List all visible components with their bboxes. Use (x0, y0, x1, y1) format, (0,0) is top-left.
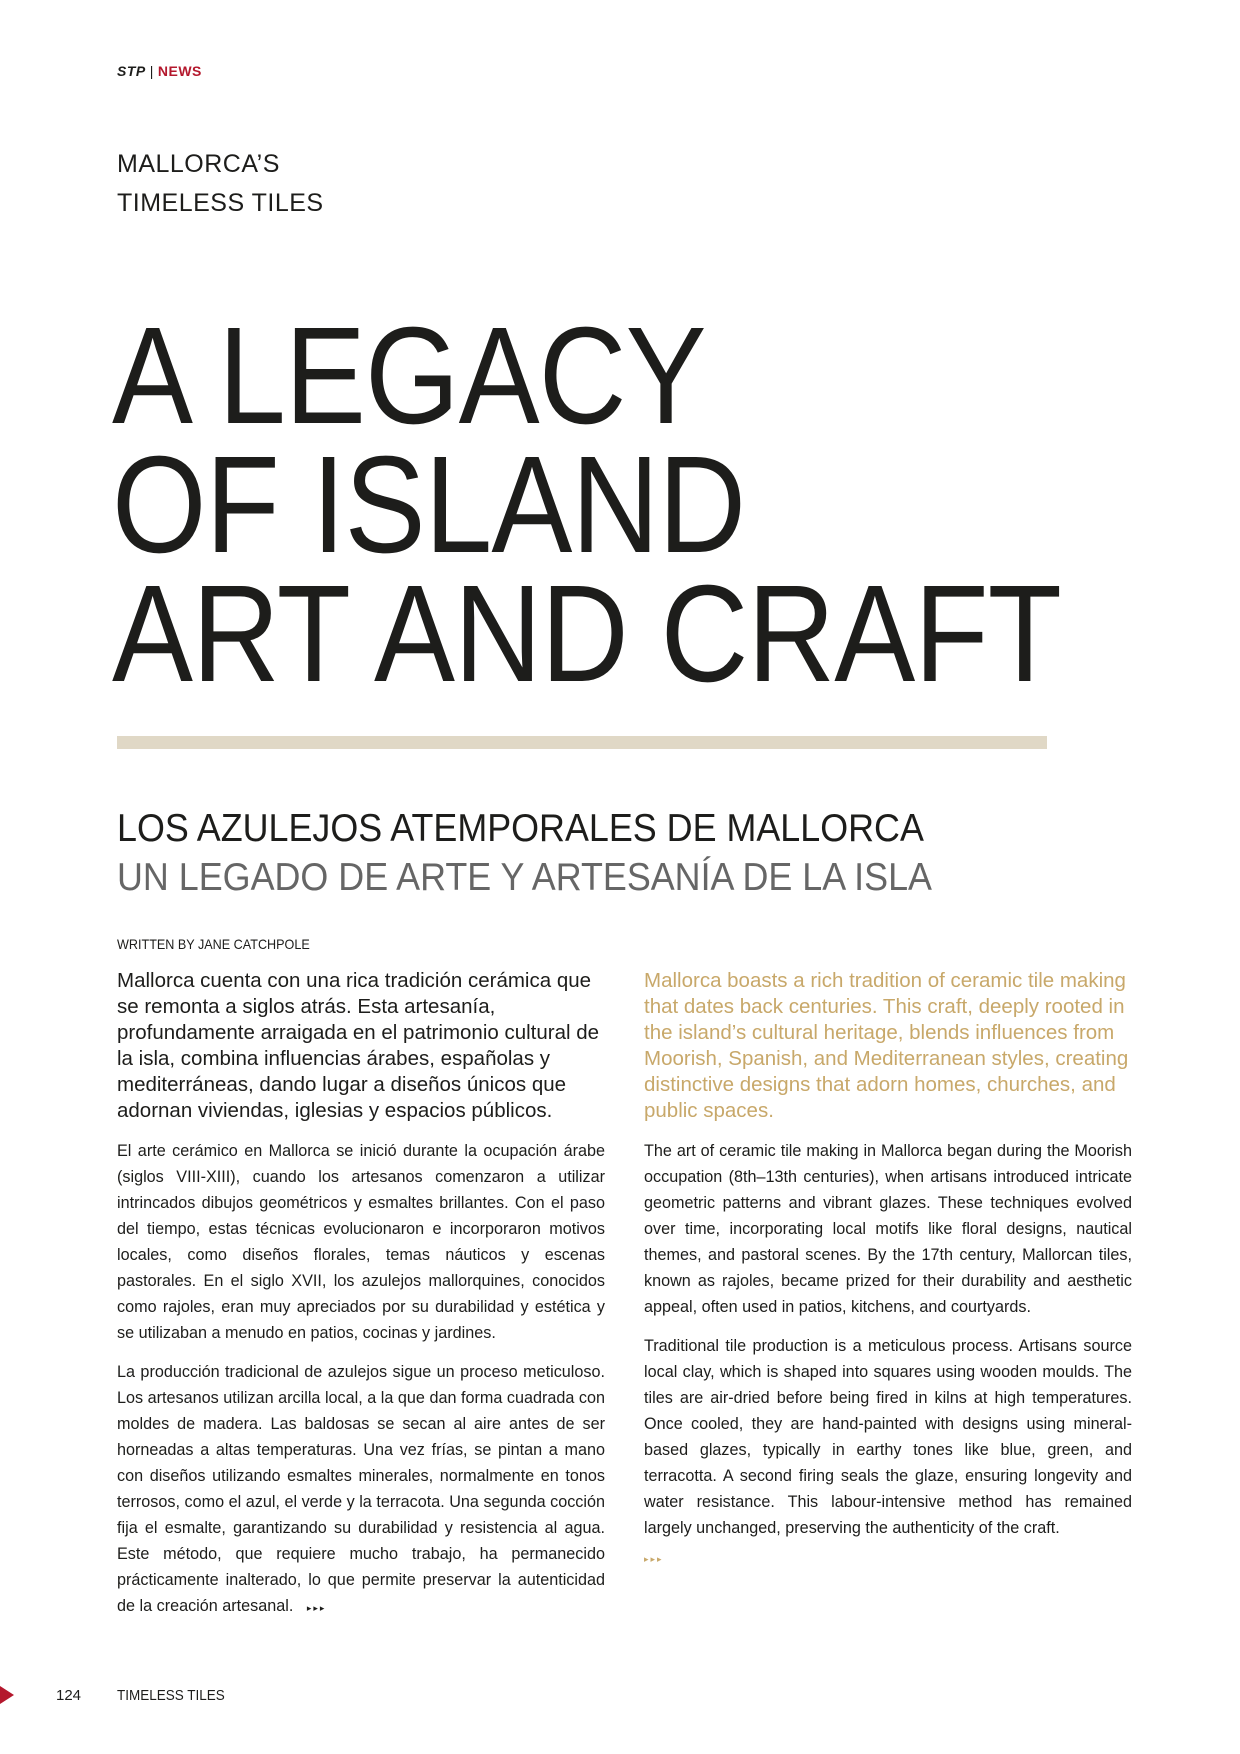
kicker-line: TIMELESS TILES (117, 189, 324, 217)
continue-arrows-icon: ▸▸▸ (306, 1603, 327, 1613)
lead-paragraph: Mallorca cuenta con una rica tradición cerámica que se remonta a siglos atrás. Esta artesanía, profundamente arraigada en el patrimonio cultural de la isla, combina influencias árabes, españolas y mediterráneas, dando lugar a diseños únicos que adornan viviendas, iglesias y espacios públicos. (117, 969, 600, 1122)
byline: WRITTEN BY JANE CATCHPOLE (117, 936, 310, 952)
lead-paragraph: Mallorca boasts a rich tradition of ceramic tile making that dates back centuries. This craft, deeply rooted in the island’s cultural heritage, blends influences from Moorish, Spanish, and Mediterranean styles, creating distinctive designs that adorn homes, churches, and public spaces. (644, 969, 1129, 1122)
title-line: OF ISLAND (112, 428, 746, 582)
body-paragraph (117, 1359, 605, 1621)
logo-separator: | (149, 63, 154, 79)
article-title (112, 299, 1061, 711)
body-paragraph: Traditional tile production is a meticulous process. Artisans source local clay, which is shaped into squares using wooden moulds. The tiles are air-dried before being fired in kilns at high temperatures. Once cooled, they are hand-painted with designs using mineral-based glazes, typically in earthy tones like blue, green, and terracotta. A second firing seals the glaze, ensuring longevity and water resistance. This labour-intensive method has remained largely unchanged, preserving the authenticity of the craft. (644, 1337, 1132, 1537)
english-column (644, 968, 1132, 1565)
page-marker-icon (0, 1686, 14, 1704)
brand-logo: STP (117, 63, 146, 79)
kicker-heading (117, 145, 324, 223)
spanish-title: LOS AZULEJOS ATEMPORALES DE MALLORCA (117, 807, 924, 850)
continue-arrows-icon: ▸▸▸ (644, 1554, 664, 1564)
title-line: ART AND CRAFT (112, 557, 1061, 711)
title-line: A LEGACY (112, 299, 706, 453)
spanish-subtitle: UN LEGADO DE ARTE Y ARTESANÍA DE LA ISLA (117, 856, 932, 899)
divider-bar (117, 736, 1047, 749)
spanish-column (117, 968, 605, 1634)
page-number: 124 (56, 1687, 82, 1704)
body-paragraph: El arte cerámico en Mallorca se inició durante la ocupación árabe (siglos VIII-XIII), cuando los artesanos comenzaron a utilizar intrincados dibujos geométricos y esmaltes brillantes. Con el paso del tiempo, estas técnicas evolucionaron e incorporaron motivos locales, como diseños florales, temas náuticos y escenas pastorales. En el siglo XVII, los azulejos mallorquines, conocidos como rajoles, eran muy apreciados por su durabilidad y estética y se utilizaban a menudo en patios, cocinas y jardines. (117, 1142, 605, 1342)
body-paragraph: The art of ceramic tile making in Mallorca began during the Moorish occupation (8th–13th centuries), when artisans introduced intricate geometric patterns and vibrant glazes. These techniques evolved over time, incorporating local motifs like floral designs, nautical themes, and pastoral scenes. By the 17th century, Mallorcan tiles, known as rajoles, became prized for their durability and aesthetic appeal, often used in patios, kitchens, and courtyards. (644, 1142, 1132, 1316)
body-text: La producción tradicional de azulejos sigue un proceso meticuloso. Los artesanos utilizan arcilla local, a la que dan forma cuadrada con moldes de madera. Las baldosas se secan al aire antes de ser horneadas a altas temperaturas. Una vez frías, se pintan a mano con diseños utilizando esmaltes minerales, normalmente en tonos terrosos, como el azul, el verde y la terracota. Una segunda cocción fija el esmalte, garantizando su durabilidad y resistencia al agua. Este método, que requiere mucho trabajo, ha permanecido prácticamente inalterado, lo que permite preservar la autenticidad de la creación artesanal. (117, 1363, 605, 1615)
kicker-line: MALLORCA’S (117, 150, 280, 178)
magazine-logo (117, 63, 202, 79)
section-label: NEWS (157, 63, 202, 79)
footer-section-title: TIMELESS TILES (117, 1687, 225, 1704)
